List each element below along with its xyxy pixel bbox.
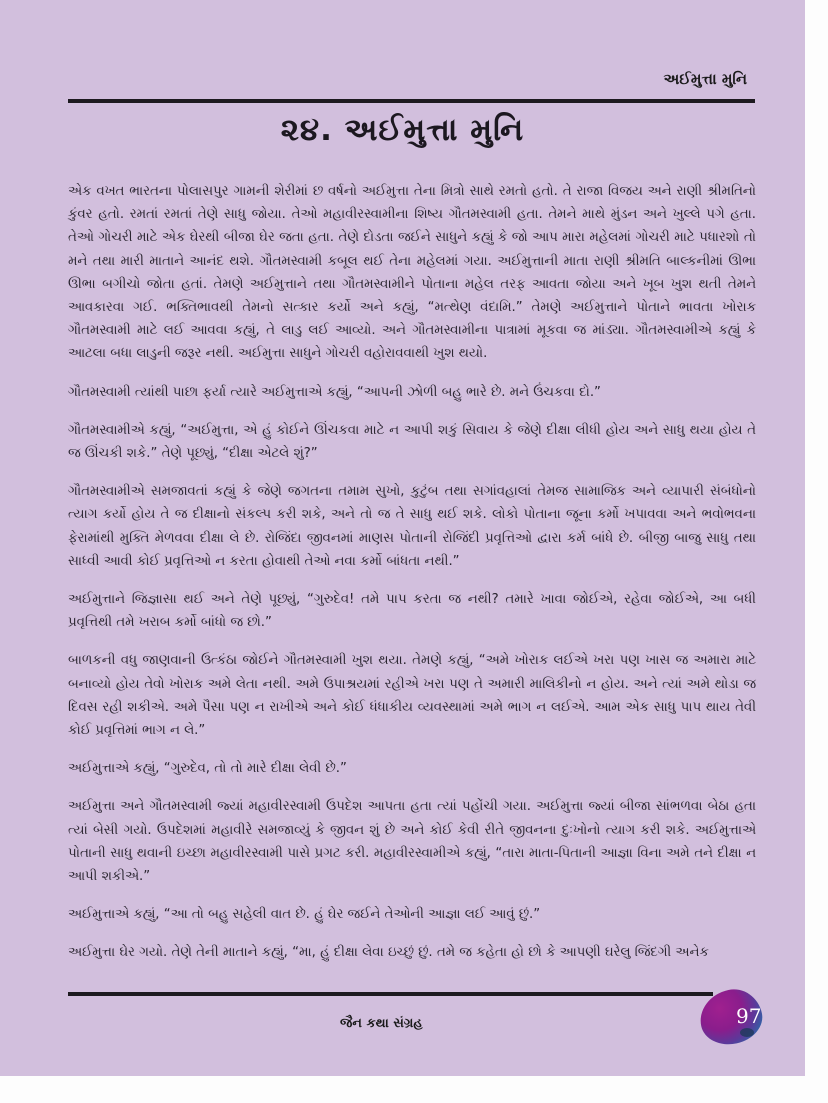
paragraph: અઈમુત્તાએ કહ્યું, “આ તો બહુ સહેલી વાત છે. હું ઘેર જઈને તેઓની આજ્ઞા લઈ આવું છું.” <box>68 907 541 923</box>
paragraph: અઈમુત્તા અને ગૌતમસ્વામી જ્યાં મહાવીરસ્વામી ઉપદેશ આપતા હતા ત્યાં પહોંચી ગયા. અઈમુત્તા જ્યાં બીજા સાંભળવા બેઠા હતા ત્યાં બેસી ગયો. ઉપદેશમાં મહાવીરે સમજાવ્યું કે જીવન શું છે અને કોઈ કેવી રીતે જીવનના દુઃખોનો ત્યાગ કરી શકે. અઈમુત્તાએ પોતાની સાધુ થવાની ઇચ્છા મહાવીરસ્વામી પાસે પ્રગટ કરી. મહાવીરસ્વામીએ કહ્યું, “તારા માતા-પિતાની આજ્ઞા વિના અમે તને દીક્ષા ન આપી શકીએ.” <box>68 799 756 885</box>
badge-decoration <box>740 1028 754 1037</box>
page-number: 97 <box>736 1004 762 1028</box>
paragraph: ગૌતમસ્વામીએ કહ્યું, “અઈમુત્તા, એ હું કોઈને ઊંચકવા માટે ન આપી શકું સિવાય કે જેણે દીક્ષા લીધી હોય અને સાધુ થયા હોય તે જ ઊંચકી શકે.” તેણે પૂછ્યું, “દીક્ષા એટલે શું?” <box>68 422 756 462</box>
paragraph: એક વખત ભારતના પોલાસપુર ગામની શેરીમાં છ વર્ષનો અઈમુત્તા તેના મિત્રો સાથે રમતો હતો. તે રાજા વિજય અને રાણી શ્રીમતિનો કુંવર હતો. રમતાં રમતાં તેણે સાધુ જોયા. તેઓ મહાવીરસ્વામીના શિષ્ય ગૌતમસ્વામી હતા. તેમને માથે મુંડન અને ખુલ્લે પગે હતા. તેઓ ગોચરી માટે એક ઘેરથી બીજા ઘેર જતા હતા. તેણે દોડતા જઈને સાધુને કહ્યું કે જો આપ મારા મહેલમાં ગોચરી માટે પધારશો તો મને તથા મારી માતાને આનંદ થશે. ગૌતમસ્વામી કબૂલ થઈ તેના મહેલમાં ગયા. અઈમુત્તાની માતા રાણી શ્રીમતિ બાલ્કનીમાં ઊભા ઊભા બગીચો જોતા હતાં. તેમણે અઈમુત્તાને તથા ગૌતમસ્વામીને પોતાના મહેલ તરફ આવતા જોયા અને ખૂબ ખુશ થતી તેમને આવકારવા ગઈ. ભક્તિભાવથી તેમનો સત્કાર કર્યો અને કહ્યું, “મત્થેણ વંદામિ.” તેમણે અઈમુત્તાને પોતાને ભાવતા ખોરાક ગૌતમસ્વામી માટે લઈ આવવા કહ્યું, તે લાડુ લઈ આવ્યો. અને ગૌતમસ્વામીના પાત્રામાં મૂકવા જ માંડ્યા. ગૌતમસ્વામીએ કહ્યું કે આટલા બધા લાડુની જરૂર નથી. અઈમુત્તા સાધુને ગોચરી વહોરાવવાથી ખુશ થયો. <box>68 184 756 362</box>
paragraph: અઈમુત્તા ઘેર ગયો. તેણે તેની માતાને કહ્યું, “મા, હું દીક્ષા લેવા ઇચ્છું છું. તમે જ કહેતા હો છો કે આપણી ઘરેલુ જિંદગી અનેક <box>68 945 709 961</box>
footer-rule <box>68 992 713 996</box>
paragraph: બાળકની વધુ જાણવાની ઉત્કંઠા જોઈને ગૌતમસ્વામી ખુશ થયા. તેમણે કહ્યું, “અમે ખોરાક લઈએ ખરા પણ ખાસ જ અમારા માટે બનાવ્યો હોય તેવો ખોરાક અમે લેતા નથી. અમે ઉપાશ્રયમાં રહીએ ખરા પણ તે અમારી માલિકીનો ન હોય. અને ત્યાં અમે થોડા જ દિવસ રહી શકીએ. અમે પૈસા પણ ન રાખીએ અને કોઈ ધંધાકીય વ્યવસ્થામાં અમે ભાગ ન લઈએ. આમ એક સાધુ પાપ થાય તેવી કોઈ પ્રવૃત્તિમાં ભાગ ન લે.” <box>68 653 756 739</box>
chapter-title: ૨૪. અઈમુત્તા મુનિ <box>280 112 525 148</box>
footer-book-title: જૈન કથા સંગ્રહ <box>340 1016 423 1031</box>
paragraph: ગૌતમસ્વામીએ સમજાવતાં કહ્યું કે જેણે જગતના તમામ સુખો, કુટુંબ તથા સગાંવહાલાં તેમજ સામાજિક અને વ્યાપારી સંબંધોનો ત્યાગ કર્યો હોય તે જ દીક્ષાનો સંકલ્પ કરી શકે, અને તો જ તે સાધુ થઈ શકે. લોકો પોતાના જૂના કર્મો ખપાવવા અને ભવોભવના ફેરામાંથી મુક્તિ મેળવવા દીક્ષા લે છે. રોજિંદા જીવનમાં માણસ પોતાની રોજિંદી પ્રવૃત્તિઓ દ્વારા કર્મ બાંધે છે. બીજી બાજુ સાધુ તથા સાધ્વી આવી કોઈ પ્રવૃત્તિઓ ન કરતા હોવાથી તેઓ નવા કર્મો બાંધતા નથી.” <box>68 484 756 569</box>
paragraph: અઈમુત્તાને જિજ્ઞાસા થઈ અને તેણે પૂછ્યું, “ગુરુદેવ! તમે પાપ કરતા જ નથી? તમારે ખાવા જોઈએ, રહેવા જોઈએ, આ બધી પ્રવૃત્તિથી તમે ખરાબ કર્મો બાંધો જ છો.” <box>68 592 756 631</box>
running-header-title: અઈમુત્તા મુનિ <box>663 70 747 88</box>
header-rule <box>68 99 755 103</box>
chapter-body <box>68 180 756 980</box>
paragraph: ગૌતમસ્વામી ત્યાંથી પાછા ફર્યા ત્યારે અઈમુત્તાએ કહ્યું, “આપની ઝોળી બહુ ભારે છે. મને ઉંચકવા દો.” <box>68 384 601 400</box>
paragraph: અઈમુત્તાએ કહ્યું, “ગુરુદેવ, તો તો મારે દીક્ષા લેવી છે.” <box>68 761 347 777</box>
